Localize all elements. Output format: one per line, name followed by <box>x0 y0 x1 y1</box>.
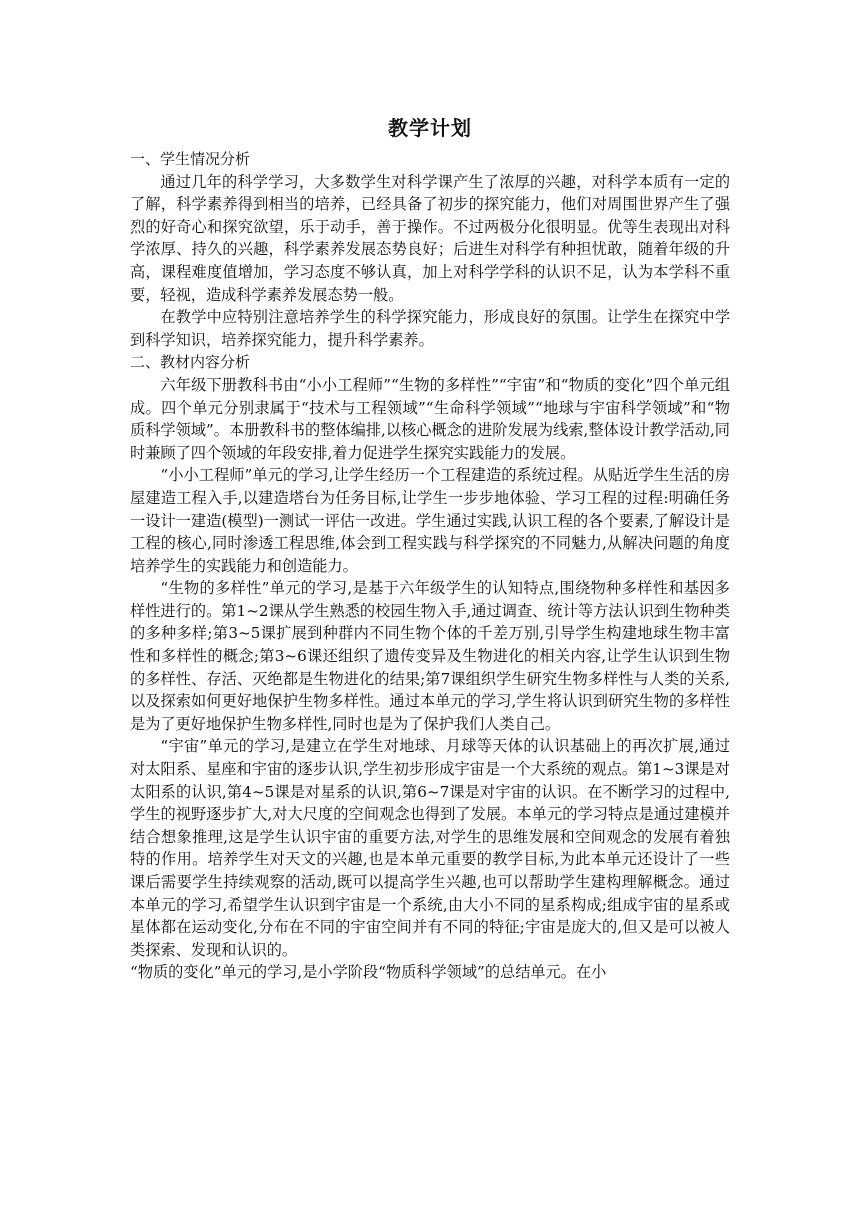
paragraph-student-situation: 通过几年的科学学习，大多数学生对科学课产生了浓厚的兴趣，对科学本质有一定的了解，科学素养得到相当的培养，已经具备了初步的探究能力，他们对周围世界产生了强烈的好奇心和探究欲望，乐于动手，善于操作。不过两极分化很明显。优等生表现出对科学浓厚、持久的兴趣，科学素养发展态势良好；后进生对科学有种担忧敢，随着年级的升高，课程难度值增加，学习态度不够认真，加上对科学学科的认识不足，认为本学科不重要，轻视，造成科学素养发展态势一般。 <box>130 172 730 304</box>
paragraph-universe-unit: “宇宙”单元的学习,是建立在学生对地球、月球等天体的认识基础上的再次扩展,通过对太阳系、星座和宇宙的逐步认识,学生初步形成宇宙是一个大系统的观点。第1~3课是对太阳系的认识,第4~5课是对星系的认识,第6~7课是对宇宙的认识。在不断学习的过程中,学生的视野逐步扩大,对大尺度的空间观念也得到了发展。本单元的学习特点是通过建模并结合想象推理,这是学生认识宇宙的重要方法,对学生的思维发展和空间观念的发展有着独特的作用。培养学生对天文的兴趣,也是本单元重要的教学目标,为此本单元还设计了一些课后需要学生持续观察的活动,既可以提高学生兴趣,也可以帮助学生建构理解概念。通过本单元的学习,希望学生认识到宇宙是一个系统,由大小不同的星系构成;组成宇宙的星系或星体都在运动变化,分布在不同的宇宙空间并有不同的特征;宇宙是庞大的,但又是可以被人类探索、发现和认识的。 <box>130 737 730 959</box>
section-heading-student-analysis: 一、学生情况分析 <box>130 150 251 168</box>
paragraph-textbook-overview: 六年级下册教科书由“小小工程师”“生物的多样性”“宇宙”和“物质的变化”四个单元组成。四个单元分别隶属于“技术与工程领域”“生命科学领域”“地球与宇宙科学领域”和“物质科学领域”。本册教科书的整体编排,以核心概念的进阶发展为线索,整体设计教学活动,同时兼顾了四个领域的年段安排,着力促进学生探究实践能力的发展。 <box>130 375 730 462</box>
paragraph-matter-change-unit: “物质的变化”单元的学习,是小学阶段“物质科学领域”的总结单元。在小 <box>130 963 607 982</box>
section-heading-textbook-analysis: 二、教材内容分析 <box>130 353 251 372</box>
paragraph-teaching-focus: 在教学中应特别注意培养学生的科学探究能力，形成良好的氛围。让学生在探究中学到科学知识，培养探究能力，提升科学素养。 <box>130 308 730 349</box>
paragraph-little-engineer-unit: “小小工程师”单元的学习,让学生经历一个工程建造的系统过程。从贴近学生生活的房屋建造工程入手,以建造塔台为任务目标,让学生一步步地体验、学习工程的过程:明确任务一设计一建造(模型)一测试一评估一改进。学生通过实践,认识工程的各个要素,了解设计是工程的核心,同时渗透工程思维,体会到工程实践与科学探究的不同魅力,从解决问题的角度培养学生的实践能力和创造能力。 <box>130 466 730 575</box>
paragraph-biodiversity-unit: “生物的多样性”单元的学习,是基于六年级学生的认知特点,围绕物种多样性和基因多样性进行的。第1~2课从学生熟悉的校园生物入手,通过调查、统计等方法认识到生物种类的多种多样;第3~5课扩展到种群内不同生物个体的千差万别,引导学生构建地球生物丰富性和多样性的概念;第3~6课还组织了遗传变异及生物进化的相关内容,让学生认识到生物的多样性、存活、灭绝都是生物进化的结果;第7课组织学生研究生物多样性与人类的关系,以及探索如何更好地保护生物多样性。通过本单元的学习,学生将认识到研究生物的多样性是为了更好地保护生物多样性,同时也是为了保护我们人类自己。 <box>130 579 730 733</box>
document-page <box>130 112 730 984</box>
document-title: 教学计划 <box>388 116 472 140</box>
